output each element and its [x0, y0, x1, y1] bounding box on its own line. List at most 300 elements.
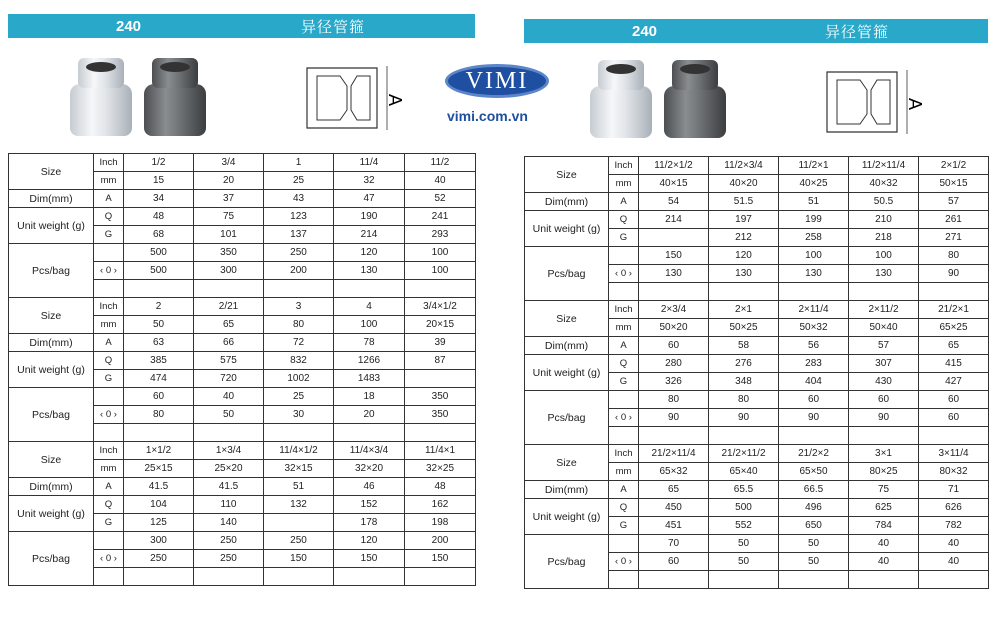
mm-value: 25×20 [194, 460, 264, 478]
weight-q-value: 104 [124, 496, 194, 514]
dim-a-value: 66.5 [779, 481, 849, 499]
weight-g-value: 1002 [264, 370, 334, 388]
unit-cell: mm [94, 316, 124, 334]
weight-q-value: 210 [849, 211, 919, 229]
empty-cell [264, 280, 334, 298]
weight-g-value: 198 [405, 514, 476, 532]
empty-cell [709, 571, 779, 589]
mm-value: 50×40 [849, 319, 919, 337]
inch-value: 1 [264, 154, 334, 172]
table-row [9, 496, 476, 514]
empty-cell [194, 280, 264, 298]
weight-q-value: 152 [334, 496, 405, 514]
pcs-bag-inner-value: 40 [849, 553, 919, 571]
pcs-bag-inner-value: 90 [779, 409, 849, 427]
weight-q-value: 197 [709, 211, 779, 229]
unit-cell: mm [609, 175, 639, 193]
weight-q-value: 110 [194, 496, 264, 514]
unit-weight-label: Unit weight (g) [9, 496, 94, 532]
inch-value: 3/4 [194, 154, 264, 172]
dim-a-value: 60 [639, 337, 709, 355]
dim-a-value: 65 [919, 337, 989, 355]
unit-cell [94, 568, 124, 586]
empty-cell [334, 280, 405, 298]
weight-q-value: 123 [264, 208, 334, 226]
weight-g-value: 650 [779, 517, 849, 535]
unit-cell: Q [94, 208, 124, 226]
pcs-bag-inner-value: 130 [334, 262, 405, 280]
pcs-bag-inner-value: 50 [779, 553, 849, 571]
inch-value: 3×11/4 [919, 445, 989, 463]
weight-q-value: 307 [849, 355, 919, 373]
unit-cell: Q [609, 211, 639, 229]
pcs-bag-value: 120 [709, 247, 779, 265]
table-row [525, 193, 989, 211]
table-row [525, 301, 989, 319]
weight-q-value: 261 [919, 211, 989, 229]
pcs-bag-value: 250 [194, 532, 264, 550]
pcs-bag-label: Pcs/bag [525, 535, 609, 589]
table-row [525, 499, 989, 517]
inch-value: 21/2×11/4 [639, 445, 709, 463]
mm-value: 40×15 [639, 175, 709, 193]
weight-q-value: 415 [919, 355, 989, 373]
inch-value: 3/4×1/2 [405, 298, 476, 316]
pcs-bag-value: 100 [849, 247, 919, 265]
dim-a-value: 63 [124, 334, 194, 352]
pcs-bag-value: 18 [334, 388, 405, 406]
inch-value: 2×1/2 [919, 157, 989, 175]
pcs-bag-inner-value: 90 [709, 409, 779, 427]
unit-cell [609, 391, 639, 409]
weight-g-value: 258 [779, 229, 849, 247]
dim-label: Dim(mm) [9, 334, 94, 352]
weight-q-value: 276 [709, 355, 779, 373]
empty-cell [709, 427, 779, 445]
table-row [9, 532, 476, 550]
mm-value: 80×32 [919, 463, 989, 481]
inch-value: 11/2 [405, 154, 476, 172]
pcs-bag-value: 250 [264, 532, 334, 550]
dim-label: Dim(mm) [525, 337, 609, 355]
dim-a-value: 34 [124, 190, 194, 208]
weight-g-value: 404 [779, 373, 849, 391]
black-fitting-image [144, 58, 206, 138]
product-name: 异径管箍 [301, 17, 366, 36]
empty-cell [405, 568, 476, 586]
unit-cell: A [94, 190, 124, 208]
pcs-bag-inner-value: 100 [405, 262, 476, 280]
dim-a-value: 72 [264, 334, 334, 352]
weight-q-value: 832 [264, 352, 334, 370]
inch-value: 1×1/2 [124, 442, 194, 460]
empty-cell [849, 427, 919, 445]
mm-value: 25 [264, 172, 334, 190]
weight-q-value: 87 [405, 352, 476, 370]
inch-value: 3×1 [849, 445, 919, 463]
table-row [9, 190, 476, 208]
dim-a-value: 43 [264, 190, 334, 208]
weight-q-value: 241 [405, 208, 476, 226]
pcs-bag-value: 40 [919, 535, 989, 553]
product-name: 异径管箍 [825, 22, 890, 41]
empty-cell [194, 568, 264, 586]
unit-weight-label: Unit weight (g) [525, 355, 609, 391]
weight-g-value: 137 [264, 226, 334, 244]
dim-label: Dim(mm) [525, 193, 609, 211]
pcs-bag-inner-value: 40 [919, 553, 989, 571]
left-header-banner [8, 14, 475, 38]
left-product-photos [70, 58, 206, 138]
size-label: Size [9, 154, 94, 190]
dimension-a-label: A [905, 98, 925, 111]
inch-value: 1×3/4 [194, 442, 264, 460]
inch-value: 4 [334, 298, 405, 316]
product-code: 240 [116, 17, 142, 35]
empty-cell [334, 424, 405, 442]
pcs-bag-value: 70 [639, 535, 709, 553]
size-label: Size [9, 442, 94, 478]
inch-value: 21/2×1 [919, 301, 989, 319]
weight-g-value: 348 [709, 373, 779, 391]
pcs-bag-inner-value: 90 [639, 409, 709, 427]
unit-cell: A [94, 478, 124, 496]
table-row [9, 442, 476, 460]
weight-q-value: 48 [124, 208, 194, 226]
unit-cell [609, 247, 639, 265]
mm-value: 65×40 [709, 463, 779, 481]
unit-cell: G [94, 370, 124, 388]
unit-cell: G [609, 373, 639, 391]
table-row [9, 298, 476, 316]
weight-g-value: 271 [919, 229, 989, 247]
dim-a-value: 51.5 [709, 193, 779, 211]
unit-cell [94, 244, 124, 262]
mm-value: 40×32 [849, 175, 919, 193]
pcs-bag-value: 80 [919, 247, 989, 265]
dim-a-value: 48 [405, 478, 476, 496]
black-fitting-image [664, 60, 726, 140]
inch-value: 11/4×3/4 [334, 442, 405, 460]
mm-value: 32 [334, 172, 405, 190]
empty-cell [919, 283, 989, 301]
unit-cell: A [94, 334, 124, 352]
size-label: Size [525, 301, 609, 337]
unit-cell: ‹ 0 › [609, 265, 639, 283]
mm-value: 65×25 [919, 319, 989, 337]
table-row [9, 352, 476, 370]
mm-value: 32×15 [264, 460, 334, 478]
table-row [525, 355, 989, 373]
unit-cell [609, 571, 639, 589]
weight-q-value: 450 [639, 499, 709, 517]
unit-cell: G [94, 226, 124, 244]
pcs-bag-label: Pcs/bag [525, 391, 609, 445]
empty-cell [124, 280, 194, 298]
inch-value: 2 [124, 298, 194, 316]
pcs-bag-inner-value: 90 [919, 265, 989, 283]
inch-value: 2×3/4 [639, 301, 709, 319]
unit-cell: A [609, 193, 639, 211]
dimension-a-label: A [385, 94, 405, 107]
right-technical-drawing [815, 62, 925, 140]
left-technical-drawing [295, 58, 405, 136]
mm-value: 50×20 [639, 319, 709, 337]
table-row [525, 211, 989, 229]
weight-g-value: 178 [334, 514, 405, 532]
dim-a-value: 75 [849, 481, 919, 499]
mm-value: 40×25 [779, 175, 849, 193]
weight-q-value: 625 [849, 499, 919, 517]
dim-label: Dim(mm) [525, 481, 609, 499]
table-row [525, 247, 989, 265]
table-row [9, 154, 476, 172]
unit-cell: ‹ 0 › [94, 262, 124, 280]
inch-value: 2×11/4 [779, 301, 849, 319]
weight-g-value: 293 [405, 226, 476, 244]
table-row [525, 535, 989, 553]
weight-g-value: 782 [919, 517, 989, 535]
dim-a-value: 65.5 [709, 481, 779, 499]
empty-cell [639, 427, 709, 445]
mm-value: 15 [124, 172, 194, 190]
table-row [525, 445, 989, 463]
inch-value: 11/4×1 [405, 442, 476, 460]
mm-value: 65×32 [639, 463, 709, 481]
empty-cell [919, 427, 989, 445]
pcs-bag-inner-value: 130 [639, 265, 709, 283]
weight-q-value: 575 [194, 352, 264, 370]
unit-cell: ‹ 0 › [609, 553, 639, 571]
weight-g-value: 140 [194, 514, 264, 532]
pcs-bag-value: 40 [849, 535, 919, 553]
inch-value: 21/2×2 [779, 445, 849, 463]
pcs-bag-value: 300 [124, 532, 194, 550]
galvanized-fitting-image [590, 60, 652, 140]
weight-g-value: 326 [639, 373, 709, 391]
weight-q-value: 75 [194, 208, 264, 226]
right-spec-table [524, 156, 989, 589]
right-product-photos [590, 60, 726, 140]
empty-cell [194, 424, 264, 442]
unit-cell: Q [609, 499, 639, 517]
pcs-bag-inner-value: 200 [264, 262, 334, 280]
weight-q-value: 500 [709, 499, 779, 517]
dim-label: Dim(mm) [9, 190, 94, 208]
weight-g-value: 68 [124, 226, 194, 244]
weight-g-value: 218 [849, 229, 919, 247]
weight-q-value: 626 [919, 499, 989, 517]
dim-a-value: 58 [709, 337, 779, 355]
empty-cell [405, 424, 476, 442]
unit-cell [94, 424, 124, 442]
dim-a-value: 65 [639, 481, 709, 499]
weight-g-value: 451 [639, 517, 709, 535]
unit-cell: Inch [609, 301, 639, 319]
pcs-bag-inner-value: 80 [124, 406, 194, 424]
table-row [525, 157, 989, 175]
unit-weight-label: Unit weight (g) [525, 211, 609, 247]
weight-g-value: 125 [124, 514, 194, 532]
dim-a-value: 41.5 [124, 478, 194, 496]
dim-a-value: 66 [194, 334, 264, 352]
pcs-bag-inner-value: 150 [405, 550, 476, 568]
weight-q-value: 132 [264, 496, 334, 514]
mm-value: 20 [194, 172, 264, 190]
weight-g-value: 101 [194, 226, 264, 244]
table-row [9, 478, 476, 496]
pcs-bag-inner-value: 130 [849, 265, 919, 283]
unit-cell [94, 388, 124, 406]
unit-weight-label: Unit weight (g) [9, 208, 94, 244]
unit-cell [609, 283, 639, 301]
weight-g-value: 427 [919, 373, 989, 391]
weight-g-value: 212 [709, 229, 779, 247]
unit-cell: Q [94, 496, 124, 514]
weight-q-value: 496 [779, 499, 849, 517]
dim-a-value: 51 [779, 193, 849, 211]
pcs-bag-value: 100 [779, 247, 849, 265]
weight-g-value [264, 514, 334, 532]
empty-cell [779, 427, 849, 445]
pcs-bag-inner-value: 250 [194, 550, 264, 568]
dim-a-value: 56 [779, 337, 849, 355]
pcs-bag-value: 200 [405, 532, 476, 550]
inch-value: 11/2×11/4 [849, 157, 919, 175]
empty-cell [264, 568, 334, 586]
mm-value: 65×50 [779, 463, 849, 481]
pcs-bag-inner-value: 350 [405, 406, 476, 424]
pcs-bag-value: 40 [194, 388, 264, 406]
weight-q-value: 280 [639, 355, 709, 373]
unit-cell: Q [94, 352, 124, 370]
product-code: 240 [632, 22, 658, 40]
dim-a-value: 47 [334, 190, 405, 208]
mm-value: 25×15 [124, 460, 194, 478]
inch-value: 11/2×1/2 [639, 157, 709, 175]
weight-g-value [639, 229, 709, 247]
pcs-bag-inner-value: 300 [194, 262, 264, 280]
inch-value: 11/2×1 [779, 157, 849, 175]
unit-cell: G [609, 517, 639, 535]
inch-value: 2/21 [194, 298, 264, 316]
pcs-bag-inner-value: 130 [709, 265, 779, 283]
vimi-logo [445, 64, 549, 98]
website-link[interactable]: vimi.com.vn [447, 108, 528, 124]
pcs-bag-value: 80 [709, 391, 779, 409]
weight-q-value: 283 [779, 355, 849, 373]
pcs-bag-value: 60 [849, 391, 919, 409]
unit-cell: G [609, 229, 639, 247]
pcs-bag-inner-value: 30 [264, 406, 334, 424]
pcs-bag-value: 250 [264, 244, 334, 262]
table-row [9, 334, 476, 352]
empty-cell [709, 283, 779, 301]
dim-a-value: 57 [849, 337, 919, 355]
pcs-bag-inner-value: 60 [919, 409, 989, 427]
mm-value: 40 [405, 172, 476, 190]
empty-cell [779, 571, 849, 589]
mm-value: 50×15 [919, 175, 989, 193]
pcs-bag-inner-value: 60 [639, 553, 709, 571]
unit-cell: Q [609, 355, 639, 373]
weight-q-value: 214 [639, 211, 709, 229]
unit-cell: Inch [609, 445, 639, 463]
table-row [9, 388, 476, 406]
inch-value: 3 [264, 298, 334, 316]
unit-cell [609, 535, 639, 553]
weight-q-value: 199 [779, 211, 849, 229]
empty-cell [849, 571, 919, 589]
weight-g-value [405, 370, 476, 388]
table-row [525, 481, 989, 499]
size-label: Size [525, 445, 609, 481]
mm-value: 65 [194, 316, 264, 334]
inch-value: 2×1 [709, 301, 779, 319]
left-spec-table [8, 153, 476, 586]
empty-cell [639, 283, 709, 301]
pcs-bag-inner-value: 500 [124, 262, 194, 280]
pcs-bag-value: 25 [264, 388, 334, 406]
pcs-bag-label: Pcs/bag [9, 532, 94, 586]
pcs-bag-value: 350 [194, 244, 264, 262]
unit-cell: Inch [94, 298, 124, 316]
unit-cell: ‹ 0 › [94, 550, 124, 568]
mm-value: 32×20 [334, 460, 405, 478]
empty-cell [639, 571, 709, 589]
table-row [525, 391, 989, 409]
mm-value: 32×25 [405, 460, 476, 478]
dim-a-value: 41.5 [194, 478, 264, 496]
pcs-bag-value: 120 [334, 244, 405, 262]
pcs-bag-value: 500 [124, 244, 194, 262]
pcs-bag-value: 120 [334, 532, 405, 550]
size-label: Size [9, 298, 94, 334]
weight-q-value: 385 [124, 352, 194, 370]
empty-cell [779, 283, 849, 301]
dim-a-value: 39 [405, 334, 476, 352]
pcs-bag-label: Pcs/bag [9, 388, 94, 442]
empty-cell [849, 283, 919, 301]
dim-a-value: 57 [919, 193, 989, 211]
pcs-bag-value: 50 [779, 535, 849, 553]
pcs-bag-value: 60 [919, 391, 989, 409]
pcs-bag-value: 50 [709, 535, 779, 553]
weight-g-value: 784 [849, 517, 919, 535]
pcs-bag-value: 350 [405, 388, 476, 406]
empty-cell [334, 568, 405, 586]
pcs-bag-inner-value: 50 [194, 406, 264, 424]
galvanized-fitting-image [70, 58, 132, 138]
dim-label: Dim(mm) [9, 478, 94, 496]
unit-weight-label: Unit weight (g) [9, 352, 94, 388]
pcs-bag-value: 80 [639, 391, 709, 409]
unit-cell: Inch [609, 157, 639, 175]
inch-value: 2×11/2 [849, 301, 919, 319]
pcs-bag-value: 60 [124, 388, 194, 406]
dim-a-value: 52 [405, 190, 476, 208]
unit-cell: mm [609, 319, 639, 337]
unit-cell: mm [94, 172, 124, 190]
unit-cell: Inch [94, 154, 124, 172]
pcs-bag-inner-value: 50 [709, 553, 779, 571]
unit-cell [94, 280, 124, 298]
pcs-bag-value: 100 [405, 244, 476, 262]
pcs-bag-label: Pcs/bag [9, 244, 94, 298]
inch-value: 11/4×1/2 [264, 442, 334, 460]
weight-g-value: 430 [849, 373, 919, 391]
unit-cell: A [609, 337, 639, 355]
